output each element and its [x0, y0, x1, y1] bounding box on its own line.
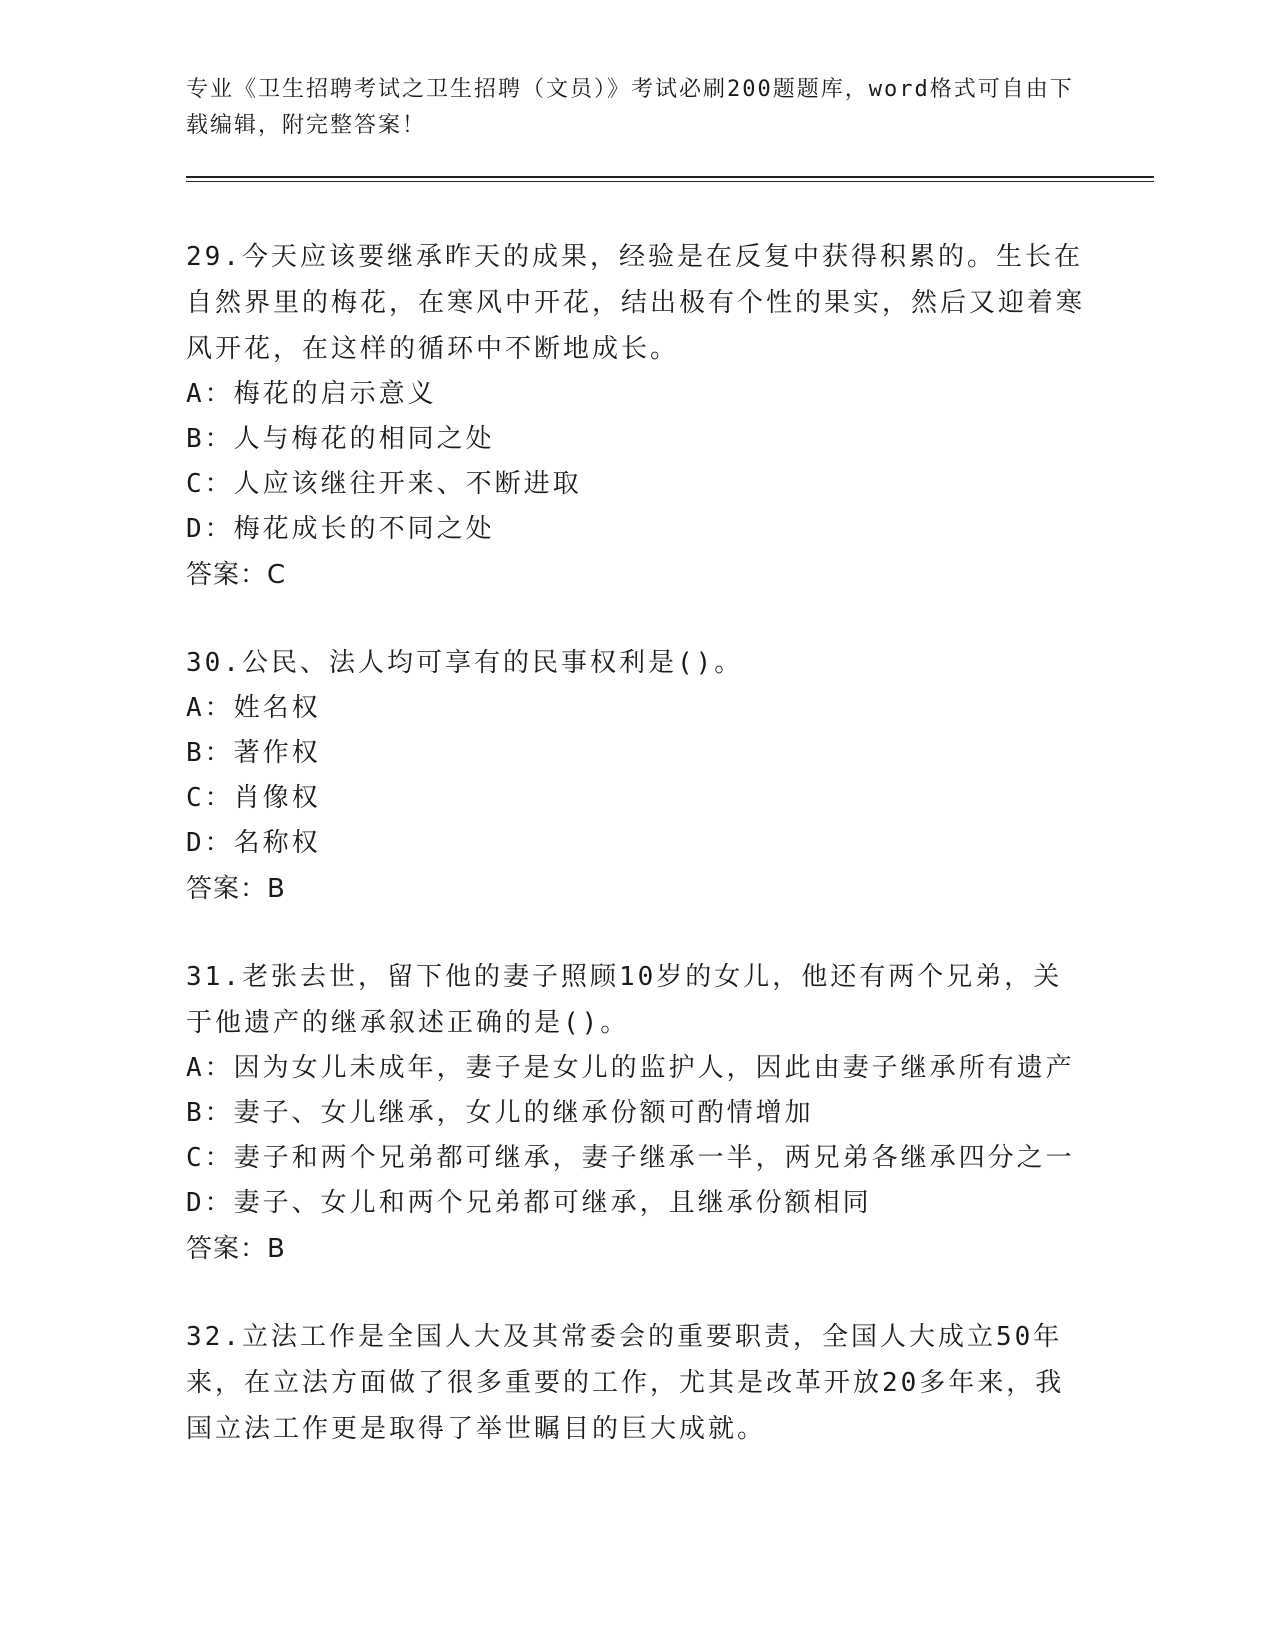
- question-text: 31.老张去世，留下他的妻子照顾10岁的女儿，他还有两个兄弟，关于他遗产的继承叙述正确的是()。: [186, 962, 1063, 1038]
- question-list: [186, 234, 1086, 1494]
- question-32: [186, 1314, 1086, 1452]
- question-text: 30.公民、法人均可享有的民事权利是()。: [186, 648, 744, 678]
- option-a: A：梅花的启示意义: [186, 379, 437, 409]
- document-header: 专业《卫生招聘考试之卫生招聘（文员）》考试必刷200题题库，word格式可自由下载编辑，附完整答案！: [186, 77, 1074, 138]
- option-d: D：名称权: [186, 828, 321, 858]
- option-a: A：因为女儿未成年，妻子是女儿的监护人，因此由妻子继承所有遗产: [186, 1053, 1075, 1083]
- option-d: D：梅花成长的不同之处: [186, 514, 495, 544]
- answer: 答案：B: [186, 874, 286, 904]
- option-b: B：妻子、女儿继承，女儿的继承份额可酌情增加: [186, 1098, 814, 1128]
- question-30: [186, 640, 1086, 912]
- header-divider-thick: [186, 176, 1154, 178]
- header-divider-thin: [186, 181, 1154, 182]
- option-b: B：人与梅花的相同之处: [186, 424, 495, 454]
- option-a: A：姓名权: [186, 693, 321, 723]
- option-c: C：肖像权: [186, 783, 321, 813]
- answer: 答案：C: [186, 560, 287, 590]
- question-31: [186, 954, 1086, 1272]
- option-c: C：妻子和两个兄弟都可继承，妻子继承一半，两兄弟各继承四分之一: [186, 1143, 1075, 1173]
- option-c: C：人应该继往开来、不断进取: [186, 469, 582, 499]
- option-d: D：妻子、女儿和两个兄弟都可继承，且继承份额相同: [186, 1188, 872, 1218]
- question-29: [186, 234, 1086, 598]
- option-b: B：著作权: [186, 738, 321, 768]
- answer: 答案：B: [186, 1234, 286, 1264]
- question-text: 29.今天应该要继承昨天的成果，经验是在反复中获得积累的。生长在自然界里的梅花，在寒风中开花，结出极有个性的果实，然后又迎着寒风开花，在这样的循环中不断地成长。: [186, 242, 1086, 364]
- question-text: 32.立法工作是全国人大及其常委会的重要职责，全国人大成立50年来，在立法方面做了很多重要的工作，尤其是改革开放20多年来，我国立法工作更是取得了举世瞩目的巨大成就。: [186, 1322, 1065, 1444]
